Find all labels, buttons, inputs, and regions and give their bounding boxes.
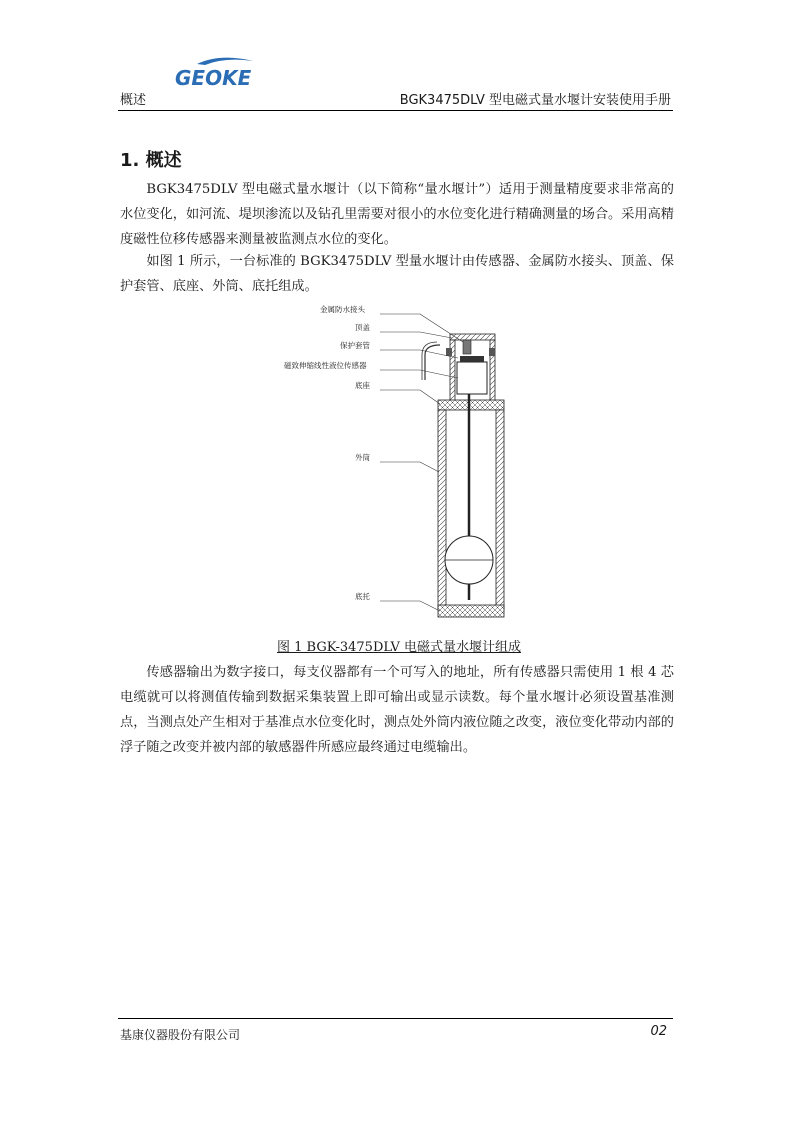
label-base: 底座 xyxy=(355,381,370,390)
label-connector: 金属防水接头 xyxy=(320,305,365,314)
label-sensor: 磁致伸缩线性液位传感器 xyxy=(284,361,367,370)
header-doc-title: BGK3475DLV 型电磁式量水堰计安装使用手册 xyxy=(399,93,671,108)
float-ball xyxy=(445,536,493,584)
base-plate xyxy=(438,400,504,410)
paragraph-3: 传感器输出为数字接口，每支仪器都有一个可写入的地址，所有传感器只需使用 1 根 4 芯电缆就可以将测值传输到数据采集装置上即可输出或显示读数。每个量水堰计必须设置基准测点，当测点处产生相对于基准点水位变化时，测点处外筒内液位随之改变，液位变化带动内部的浮子随之改变并被内部的敏感器件所感应最终通过电缆输出。 xyxy=(120,665,674,755)
outer-cylinder xyxy=(438,410,504,617)
header-divider xyxy=(118,110,673,111)
label-sleeve: 保护套管 xyxy=(340,341,370,350)
svg-text:GEOKE: GEOKE xyxy=(175,66,252,90)
paragraph-1: BGK3475DLV 型电磁式量水堰计（以下简称“量水堰计”）适用于测量精度要求非常高的水位变化，如河流、堤坝渗流以及钻孔里需要对很小的水位变化进行精确测量的场合。采用高精度磁性位移传感器来测量被监测点水位的变化。 xyxy=(120,182,674,247)
company-logo xyxy=(175,55,255,91)
footer-divider xyxy=(118,1018,673,1019)
figure-1-diagram xyxy=(280,300,520,625)
cable xyxy=(425,345,440,380)
label-outer: 外筒 xyxy=(355,453,370,462)
sensor-body xyxy=(457,356,487,394)
section-title: 1. 概述 xyxy=(120,150,182,171)
label-support: 底托 xyxy=(355,592,370,601)
header-section-name: 概述 xyxy=(120,93,147,108)
metal-connector xyxy=(463,340,471,354)
figure-caption: 图 1 BGK-3475DLV 电磁式量水堰计组成 xyxy=(277,640,521,655)
footer-company: 基康仪器股份有限公司 xyxy=(120,1028,241,1042)
label-cap: 顶盖 xyxy=(355,323,370,332)
page-number: 02 xyxy=(650,1024,667,1039)
paragraph-2: 如图 1 所示，一台标准的 BGK3475DLV 型量水堰计由传感器、金属防水接头、顶盖、保护套管、底座、外筒、底托组成。 xyxy=(120,254,674,294)
